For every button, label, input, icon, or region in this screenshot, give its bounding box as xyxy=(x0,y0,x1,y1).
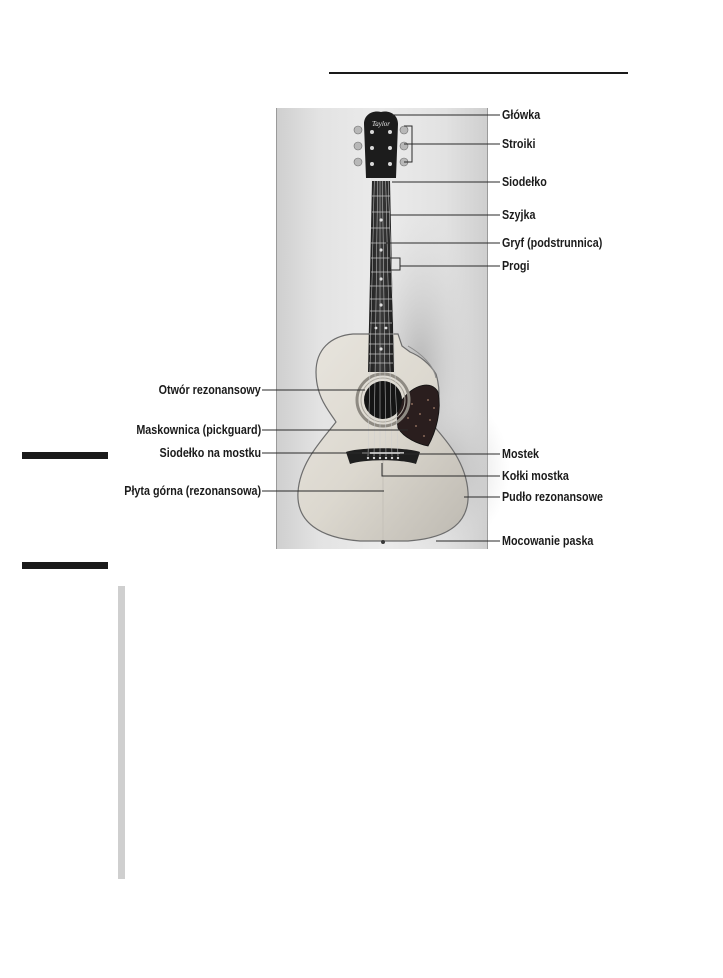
label-maskownica: Maskownica (pickguard) xyxy=(136,423,261,437)
label-kolki: Kołki mostka xyxy=(502,469,569,483)
label-mocowanie: Mocowanie paska xyxy=(502,534,594,548)
headstock-logo: Taylor xyxy=(371,120,391,128)
label-siodelko: Siodełko xyxy=(502,175,547,189)
label-pudlo: Pudło rezonansowe xyxy=(502,490,603,504)
label-glowka: Główka xyxy=(502,108,541,122)
label-siodelko-mostek: Siodełko na mostku xyxy=(159,446,261,460)
nut xyxy=(371,178,391,181)
label-progi: Progi xyxy=(502,259,530,273)
label-plyta: Płyta górna (rezonansowa) xyxy=(124,484,261,498)
label-otwor: Otwór rezonansowy xyxy=(158,383,261,397)
label-szyjka: Szyjka xyxy=(502,208,536,222)
label-stroiki: Stroiki xyxy=(502,137,536,151)
strap-button xyxy=(381,540,385,544)
label-gryf: Gryf (podstrunnica) xyxy=(502,236,603,250)
label-mostek: Mostek xyxy=(502,447,540,461)
